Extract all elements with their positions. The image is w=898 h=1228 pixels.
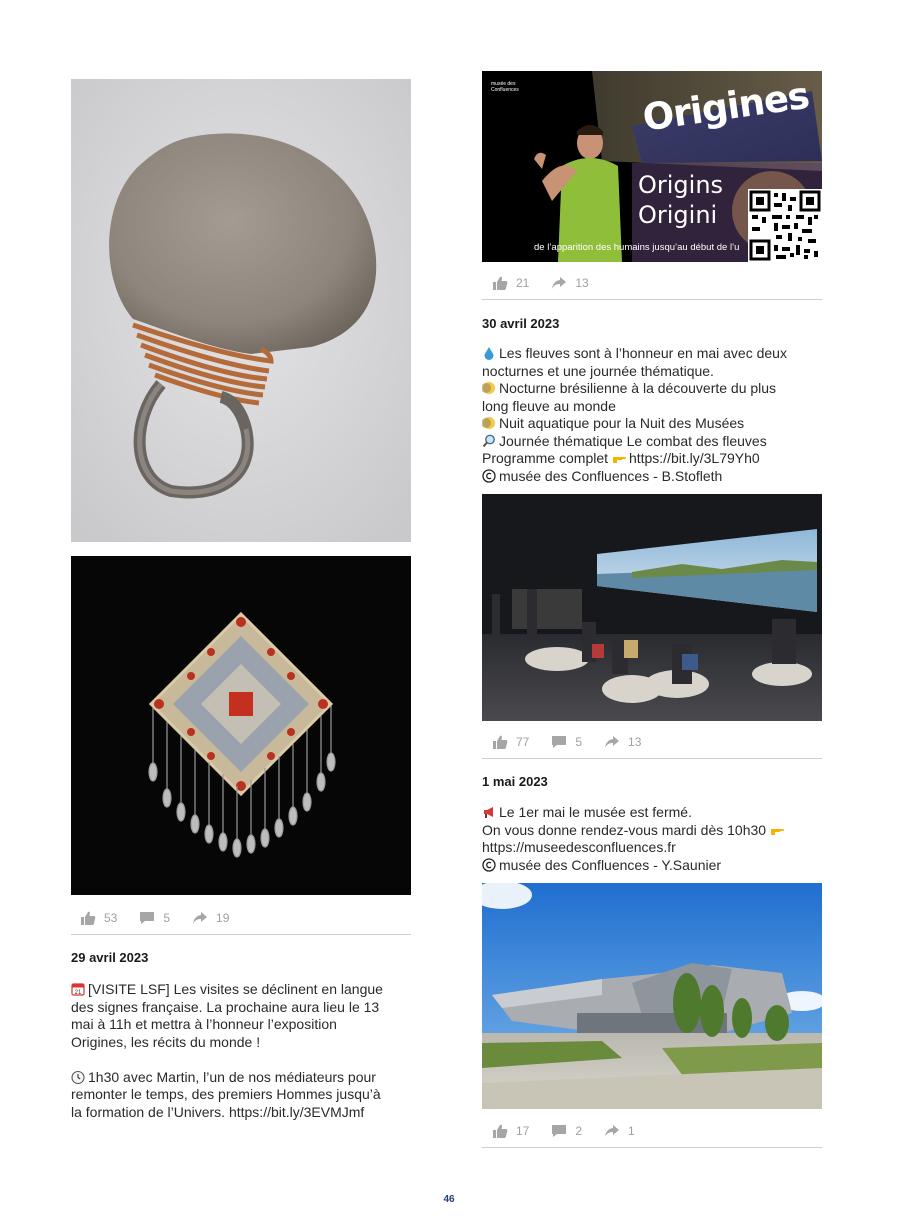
program-link[interactable]: https://bit.ly/3L79Yh0 — [628, 450, 760, 466]
pointing-hand-icon — [612, 451, 626, 465]
comment-stat[interactable] — [139, 911, 170, 925]
museum-logo: musée des Confluences — [491, 81, 519, 93]
post-line: Nuit aquatique pour la Nuit des Musées — [482, 415, 827, 433]
museum-building-photo — [482, 883, 822, 1109]
post-line: 1h30 avec Martin, l’un de nos médiateurs pour — [71, 1069, 416, 1087]
like-stat[interactable] — [492, 276, 529, 290]
like-stat[interactable] — [492, 1124, 529, 1138]
post-date: 1 mai 2023 — [482, 774, 548, 789]
like-count: 77 — [516, 735, 530, 749]
comment-count: 2 — [575, 1124, 583, 1138]
copyright-icon — [482, 469, 496, 483]
comment-icon — [139, 911, 155, 925]
comment-icon — [551, 1124, 567, 1138]
divider — [71, 934, 411, 935]
post-line: Le 1er mai le musée est fermé. — [482, 804, 827, 822]
comment-stat[interactable] — [551, 1124, 582, 1138]
post-line: remonter le temps, des premiers Hommes jusqu’à — [71, 1086, 381, 1102]
share-icon — [192, 911, 208, 925]
pointing-hand-icon — [770, 823, 784, 837]
post-line: mai à 11h et mettra à l’honneur l’exposition — [71, 1016, 337, 1032]
post-stats-video — [492, 272, 611, 294]
post-line: Les fleuves sont à l’honneur en mai avec deux — [482, 345, 827, 363]
post-line: 21 [VISITE LSF] Les visites se déclinent en langue — [71, 981, 416, 999]
calendar-icon — [71, 982, 85, 996]
post-line: nocturnes et une journée thématique. — [482, 362, 714, 379]
comment-icon — [551, 735, 567, 749]
divider — [482, 758, 822, 759]
moon-icon — [482, 381, 496, 395]
post-line: Origines, les récits du monde ! — [71, 1033, 261, 1050]
qr-code[interactable] — [748, 189, 822, 262]
video-subtitle-en: Origins — [638, 171, 724, 199]
thumbs-up-icon — [80, 911, 96, 925]
clock-icon — [71, 1070, 85, 1084]
website-link[interactable]: https://museedesconfluences.fr — [482, 839, 676, 855]
comment-stat[interactable] — [551, 735, 582, 749]
share-icon — [604, 735, 620, 749]
divider — [482, 1147, 822, 1148]
post-text — [482, 804, 827, 874]
like-count: 21 — [516, 276, 530, 290]
page-number: 46 — [443, 1194, 455, 1205]
svg-text:21: 21 — [74, 990, 82, 996]
post-line: musée des Confluences - B.Stofleth — [482, 468, 827, 486]
megaphone-icon — [482, 805, 496, 819]
post-line: Journée thématique Le combat des fleuves — [482, 433, 827, 451]
post-line — [71, 1051, 416, 1069]
share-icon — [604, 1124, 620, 1138]
like-stat[interactable] — [492, 735, 529, 749]
share-icon — [551, 276, 567, 290]
divider — [482, 299, 822, 300]
post-text — [71, 981, 416, 1121]
share-stat[interactable] — [604, 1124, 635, 1138]
post-line: Nocturne brésilienne à la découverte du plus — [482, 380, 827, 398]
exhibition-room-photo — [482, 494, 822, 721]
share-stat[interactable] — [604, 735, 641, 749]
share-count: 13 — [575, 276, 589, 290]
video-title: Origines — [640, 73, 812, 140]
post-text — [482, 345, 827, 485]
post-date: 30 avril 2023 — [482, 316, 560, 331]
mirror-photo — [71, 79, 411, 542]
post-line: des signes française. La prochaine aura lieu le 13 — [71, 998, 380, 1015]
moon-icon — [482, 416, 496, 430]
like-stat[interactable] — [80, 911, 117, 925]
like-count: 17 — [516, 1124, 530, 1138]
share-count: 13 — [628, 735, 642, 749]
comment-count: 5 — [163, 911, 171, 925]
like-count: 53 — [104, 911, 118, 925]
post-stats-building — [492, 1120, 657, 1142]
post-line: Programme complet https://bit.ly/3L79Yh0 — [482, 450, 760, 466]
pendant-photo — [71, 556, 411, 895]
droplet-icon — [482, 346, 496, 360]
post-line: musée des Confluences - Y.Saunier — [482, 857, 827, 875]
comment-count: 5 — [575, 735, 583, 749]
video-subtitle-it: Origini — [638, 201, 718, 229]
video-thumbnail[interactable] — [482, 71, 822, 262]
post-line: long fleuve au monde — [482, 397, 616, 414]
share-count: 1 — [628, 1124, 635, 1138]
post-line: On vous donne rendez-vous mardi dès 10h30 — [482, 822, 827, 840]
thumbs-up-icon — [492, 735, 508, 749]
share-stat[interactable] — [192, 911, 229, 925]
thumbs-up-icon — [492, 276, 508, 290]
share-count: 19 — [216, 911, 230, 925]
magnifier-icon — [482, 434, 496, 448]
share-stat[interactable] — [551, 276, 588, 290]
video-caption: de l’apparition des humains jusqu’au début de l’u — [534, 242, 740, 253]
copyright-icon — [482, 858, 496, 872]
post-line: la formation de l’Univers. https://bit.ly/3EVMJmf — [71, 1103, 365, 1120]
post-stats-left — [80, 907, 251, 929]
thumbs-up-icon — [492, 1124, 508, 1138]
post-date: 29 avril 2023 — [71, 950, 149, 965]
post-stats-fleuves — [492, 731, 663, 753]
